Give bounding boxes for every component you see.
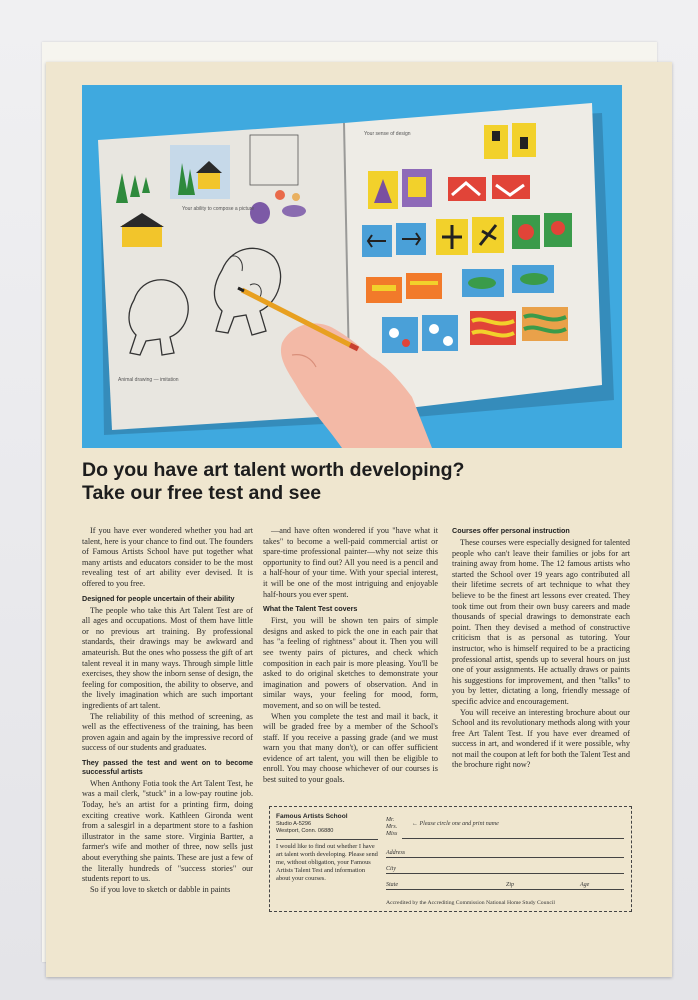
title-mrs[interactable]: Mrs. xyxy=(386,824,398,830)
paragraph: When you complete the test and mail it back, it will be graded free by a member of the School's staff. If you receive a passing grade (and we must warn you that many don't), or can offer sufficient evidence of art talent, you will then be eligible to enroll. You may choose whichever of our courses is best suited to your goals. xyxy=(263,711,438,785)
age-label: Age xyxy=(580,882,590,888)
accreditation-note: Accredited by the Accrediting Commission National Home Study Council xyxy=(386,900,556,906)
zip-label: Zip xyxy=(506,882,515,888)
studio-number: Studio A-5296 xyxy=(276,821,312,827)
school-name: Famous Artists School xyxy=(276,813,348,820)
text-column-1 xyxy=(82,526,253,895)
subheading: Courses offer personal instruction xyxy=(452,526,570,535)
art-test-illustration xyxy=(82,85,622,448)
name-hint: ← Please circle one and print name xyxy=(412,821,499,827)
left-page-caption: Your ability to compose a picture xyxy=(182,206,255,212)
text-column-2 xyxy=(263,526,438,786)
headline-line-2: Take our free test and see xyxy=(82,482,322,504)
mail-in-coupon[interactable] xyxy=(269,806,632,912)
paragraph: —and have often wondered if you "have what it takes" to become a well-paid commercial artist or spare-time professional painter—why not seize this opportunity to find out? All you need is a pencil and a half-hour of your time. With your special interest, it will be one of the most intriguing and enjoyable half-hours you ever spent. xyxy=(263,526,438,599)
open-test-booklet xyxy=(82,85,622,448)
text-column-3 xyxy=(452,526,630,771)
subheading: What the Talent Test covers xyxy=(263,604,358,614)
coupon-address-block xyxy=(276,813,378,883)
paragraph: The reliability of this method of screening, as well as the effectiveness of the training, has been proven again and again by the impressive record of success of our students and graduates. xyxy=(82,711,253,753)
drawing-caption: Animal drawing — imitation xyxy=(118,377,179,383)
paragraph: The people who take this Art Talent Test are of all ages and occupations. Most of them have little or no previous art training. By professional standards, their drawings may be awkward and amateurish. But the ones who possess the gift of art talent reveal it in many ways. Through simple little exercises, they show the inborn sense of design, the feeling for composition, the ability to observe, and the lively imagination which are such important ingredients of art talent. xyxy=(82,605,253,710)
paragraph: First, you will be shown ten pairs of simple designs and asked to pick the one in each pair that has "a feeling of rightness" about it. Then you will see twenty pairs of pictures, and check which composition in each pair is more pleasing. You'll be asked to do original sketches to demonstrate your imagination and powers of observation. And in similar ways, your feeling for mood, form, movement, and so on will be tested. xyxy=(263,616,438,710)
paragraph: These courses were especially designed for talented people who can't leave their families or jobs for art training away from home. The 12 famous artists who started the School over 19 years ago contributed all their lifetime secrets of art technique to what they believe to be the finest art lessons ever created. They took time out from their own busy careers and made thousands of special drawings to demonstrate each point. Then they devised a method of constructive criticism that is as personal as tutoring. Your instructor, who is himself required to be a practicing professional artist, spends up to several hours on just one of your assignments. He actually draws or paints his suggestions for improvement, and then "talks" to you by letter, dictating a long, friendly message of specific advice and encouragement. xyxy=(452,538,630,706)
paragraph: When Anthony Fotia took the Art Talent Test, he was a mail clerk, "stuck" in a low-pay routine job. Today, he's an artist for a printing firm, doing exciting creative work. Kathleen Gironda went from a salesgirl in a department store to a fashion illustrator in the same store. Virginia Bartter, a farmer's wife and mother of three, now sells just about everything she paints. These are just a few of the literally hundreds of "success stories" our students report to us. xyxy=(82,778,253,884)
title-miss[interactable]: Miss xyxy=(386,831,398,837)
coupon-form[interactable] xyxy=(386,817,624,893)
title-mr[interactable]: Mr. xyxy=(386,817,395,823)
state-label: State xyxy=(386,882,398,888)
paragraph: You will receive an interesting brochure about our School and its revolutionary methods along with your free Art Talent Test. If you have ever dreamed of success in art, and wondered if it were possible, why not mail the coupon at left for both the Talent Test and the brochure right now? xyxy=(452,707,630,770)
headline-line-1: Do you have art talent worth developing? xyxy=(82,459,465,481)
city-field[interactable]: City xyxy=(386,861,624,874)
coupon-request-text: I would like to find out whether I have art talent worth developing. Please send me, without obligation, your Famous Artists Talent Test and information about your courses. xyxy=(276,843,378,882)
paragraph: So if you love to sketch or dabble in paints xyxy=(90,884,231,894)
subheading: Designed for people uncertain of their ability xyxy=(82,593,235,603)
right-page-caption: Your sense of design xyxy=(364,131,411,137)
address-field[interactable]: Address xyxy=(386,845,624,858)
state-zip-age-field[interactable] xyxy=(386,877,624,890)
headline xyxy=(82,459,642,505)
subheading: They passed the test and went on to become successful artists xyxy=(82,757,253,776)
school-city: Westport, Conn. 06880 xyxy=(276,828,334,834)
paragraph: If you have ever wondered whether you had art talent, here is your chance to find out. The founders of Famous Artists School have put together what many artists and educators consider to be the most revealing test of art ability ever devised. It is offered to you free. xyxy=(82,526,253,588)
